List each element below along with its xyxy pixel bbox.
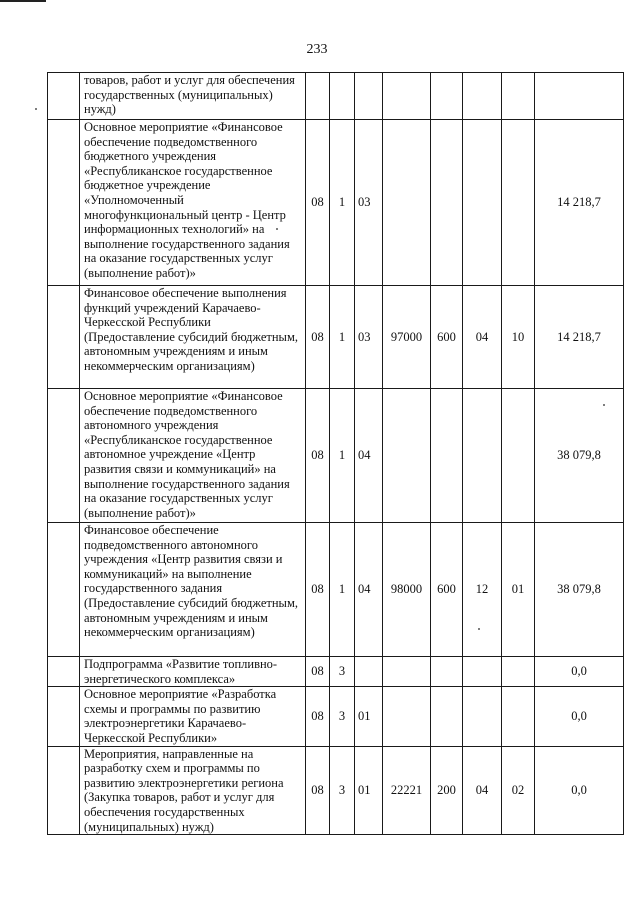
program-code: 1 (330, 120, 355, 286)
row-name: Основное мероприятие «Финансовое обеспечение подведомственного автономного учреждения «Республиканское государственное автономное учреждение «Центр развития связи и коммуникаций» на выполнение государственного задания на оказание государственных услуг (выполнение работ)» (80, 389, 306, 523)
expense-type-code: 600 (431, 286, 463, 389)
section-code: 08 (306, 120, 330, 286)
budget-table (47, 72, 624, 835)
program-code: 3 (330, 746, 355, 835)
section-code: 08 (306, 746, 330, 835)
division-code (463, 687, 502, 746)
direction-code: 97000 (383, 286, 431, 389)
program-code: 3 (330, 657, 355, 687)
table-row (48, 746, 624, 835)
section-code: 08 (306, 286, 330, 389)
subdivision-code (502, 389, 535, 523)
program-code: 1 (330, 523, 355, 657)
section-code: 08 (306, 523, 330, 657)
empty-cell (48, 73, 80, 120)
table-row (48, 73, 624, 120)
row-name: Финансовое обеспечение подведомственного автономного учреждения «Центр развития связи и коммуникаций» на выполнение государственного задания (Предоставление субсидий бюджетным, автономным учреждениям и иным некоммерческим организациям) (80, 523, 306, 657)
subdivision-code (502, 687, 535, 746)
amount: 14 218,7 (535, 286, 624, 389)
row-name: товаров, работ и услуг для обеспечения государственных (муниципальных) нужд) (80, 73, 306, 120)
empty-cell (48, 389, 80, 523)
direction-code (383, 120, 431, 286)
section-code: 08 (306, 687, 330, 746)
empty-cell (48, 120, 80, 286)
subdivision-code: 10 (502, 286, 535, 389)
empty-cell (48, 687, 80, 746)
scan-edge-mark (0, 0, 46, 2)
row-name: Основное мероприятие «Разработка схемы и программы по развитию электроэнергетики Карачаево-Черкесской Республики» (80, 687, 306, 746)
subprogram-code: 01 (355, 746, 383, 835)
scan-speck (35, 108, 37, 110)
program-code: 3 (330, 687, 355, 746)
section-code (306, 73, 330, 120)
amount: 14 218,7 (535, 120, 624, 286)
subprogram-code (355, 657, 383, 687)
amount: 38 079,8 (535, 523, 624, 657)
division-code (463, 657, 502, 687)
direction-code (383, 389, 431, 523)
expense-type-code (431, 120, 463, 286)
page-number: 233 (306, 42, 328, 57)
division-code (463, 389, 502, 523)
expense-type-code (431, 687, 463, 746)
subdivision-code (502, 120, 535, 286)
direction-code: 98000 (383, 523, 431, 657)
row-name: Мероприятия, направленные на разработку схем и программы по развитию электроэнергетики региона (Закупка товаров, работ и услуг для обеспечения государственных (муниципальных) нужд) (80, 746, 306, 835)
subprogram-code: 04 (355, 389, 383, 523)
amount: 38 079,8 (535, 389, 624, 523)
subprogram-code: 04 (355, 523, 383, 657)
table-row (48, 523, 624, 657)
amount: 0,0 (535, 746, 624, 835)
expense-type-code (431, 657, 463, 687)
subdivision-code (502, 657, 535, 687)
row-name: Финансовое обеспечение выполнения функций учреждений Карачаево-Черкесской Республики (Предоставление субсидий бюджетным, автономным учреждениям и иным некоммерческим организациям) (80, 286, 306, 389)
program-code: 1 (330, 286, 355, 389)
expense-type-code: 600 (431, 523, 463, 657)
division-code: 04 (463, 286, 502, 389)
empty-cell (48, 746, 80, 835)
amount: 0,0 (535, 687, 624, 746)
expense-type-code (431, 389, 463, 523)
program-code (330, 73, 355, 120)
expense-type-code: 200 (431, 746, 463, 835)
subprogram-code: 01 (355, 687, 383, 746)
empty-cell (48, 523, 80, 657)
subdivision-code: 01 (502, 523, 535, 657)
subprogram-code: 03 (355, 120, 383, 286)
row-name: Подпрограмма «Развитие топливно-энергетического комплекса» (80, 657, 306, 687)
program-code: 1 (330, 389, 355, 523)
subprogram-code (355, 73, 383, 120)
direction-code (383, 73, 431, 120)
division-code (463, 73, 502, 120)
table-row (48, 389, 624, 523)
subprogram-code: 03 (355, 286, 383, 389)
division-code: 12 (463, 523, 502, 657)
direction-code: 22221 (383, 746, 431, 835)
subdivision-code: 02 (502, 746, 535, 835)
row-name: Основное мероприятие «Финансовое обеспечение подведомственного бюджетного учреждения «Республиканское государственное бюджетное учреждение «Уполномоченный многофункциональный центр - Центр информационных технологий» на выполнение государственного задания на оказание государственных услуг (выполнение работ)» (80, 120, 306, 286)
division-code (463, 120, 502, 286)
section-code: 08 (306, 389, 330, 523)
amount (535, 73, 624, 120)
section-code: 08 (306, 657, 330, 687)
direction-code (383, 687, 431, 746)
table-row (48, 120, 624, 286)
direction-code (383, 657, 431, 687)
empty-cell (48, 657, 80, 687)
table-row (48, 687, 624, 746)
table-row (48, 286, 624, 389)
table-row (48, 657, 624, 687)
subdivision-code (502, 73, 535, 120)
empty-cell (48, 286, 80, 389)
division-code: 04 (463, 746, 502, 835)
expense-type-code (431, 73, 463, 120)
amount: 0,0 (535, 657, 624, 687)
